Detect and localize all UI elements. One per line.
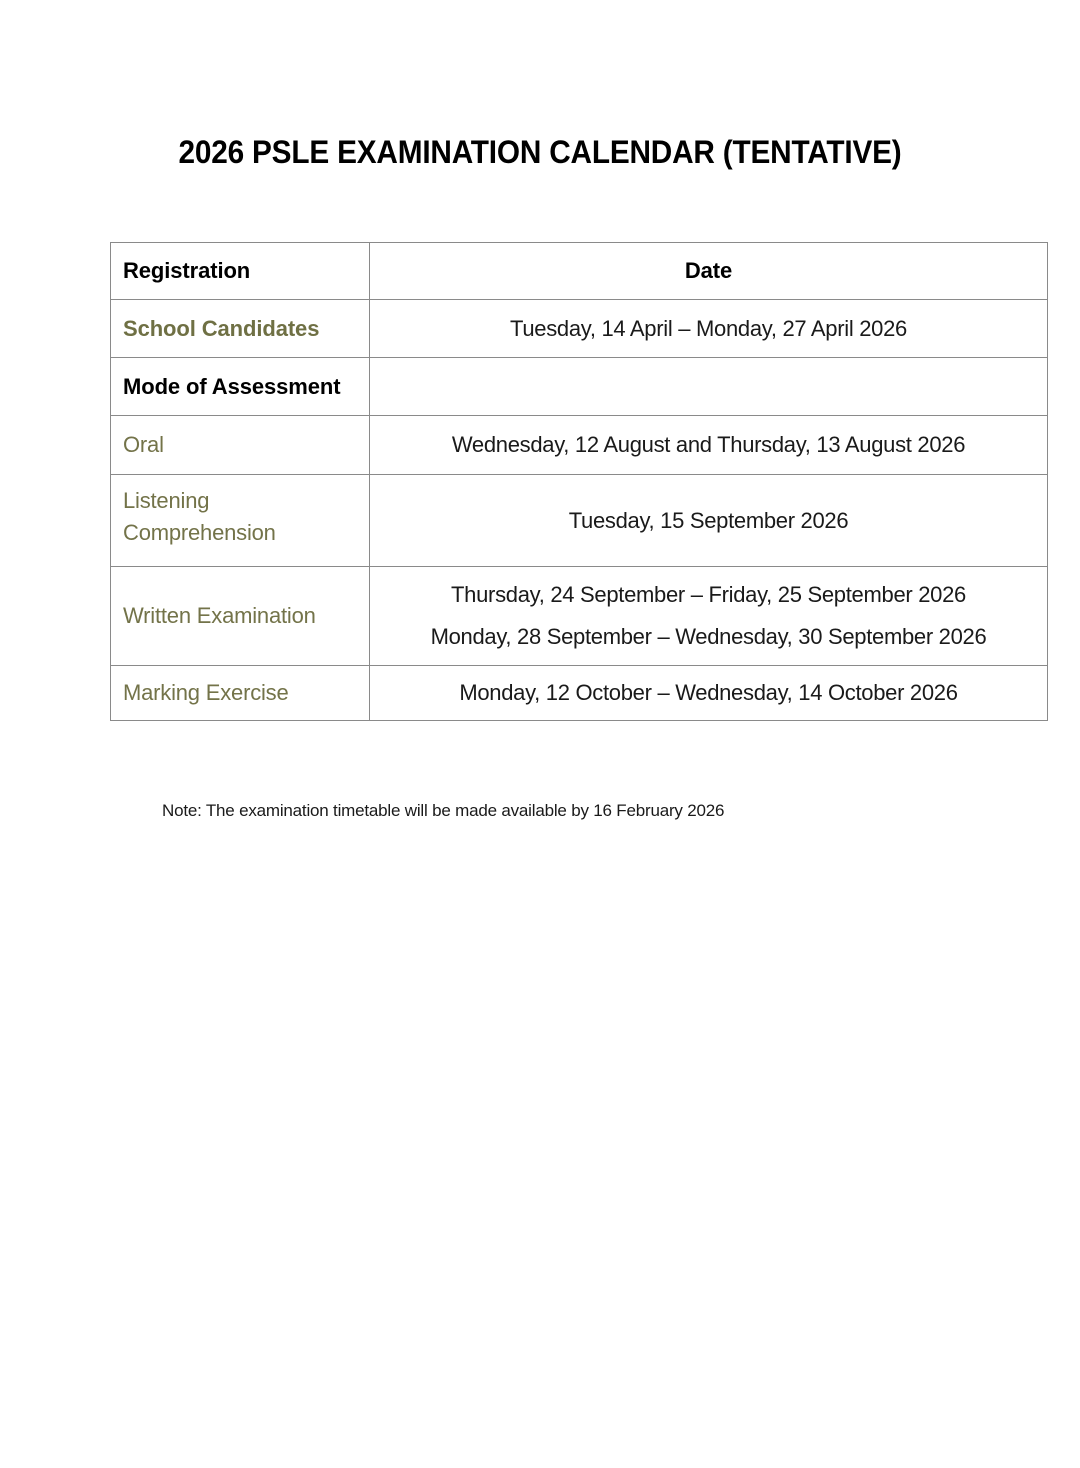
cell-school-candidates-label xyxy=(111,300,370,358)
row-label-oral: Oral xyxy=(123,432,164,457)
cell-listening-comprehension-label xyxy=(111,475,370,567)
row-date-written-examination-line1: Thursday, 24 September – Friday, 25 September 2026 xyxy=(451,582,966,607)
row-label-listening-comprehension xyxy=(111,475,369,549)
table-row-mode-of-assessment xyxy=(111,358,1048,416)
row-label-school-candidates: School Candidates xyxy=(123,315,320,341)
row-label-written-examination: Written Examination xyxy=(123,603,316,628)
exam-calendar-table xyxy=(110,242,1048,721)
footnote-text: Note: The examination timetable will be made available by 16 February 2026 xyxy=(162,801,725,820)
cell-mode-of-assessment-date xyxy=(370,358,1048,416)
cell-marking-exercise-label xyxy=(111,666,370,721)
row-date-written-examination-line2: Monday, 28 September – Wednesday, 30 September 2026 xyxy=(430,624,987,649)
cell-written-examination-label xyxy=(111,567,370,666)
cell-registration-date xyxy=(370,243,1048,300)
cell-listening-comprehension-date xyxy=(370,475,1048,567)
cell-mode-of-assessment-label xyxy=(111,358,370,416)
cell-registration-label xyxy=(111,243,370,300)
table-row-written-examination xyxy=(111,567,1048,666)
cell-written-examination-date xyxy=(370,567,1048,666)
row-date-marking-exercise: Monday, 12 October – Wednesday, 14 October 2026 xyxy=(459,680,958,705)
cell-school-candidates-date xyxy=(370,300,1048,358)
table-row-registration-header xyxy=(111,243,1048,300)
page-title: 2026 PSLE EXAMINATION CALENDAR (TENTATIVE) xyxy=(178,134,902,171)
exam-calendar-table-wrapper xyxy=(110,242,1047,721)
table-row-listening-comprehension xyxy=(111,475,1048,567)
row-date-oral: Wednesday, 12 August and Thursday, 13 August 2026 xyxy=(451,432,966,457)
row-date-listening-comprehension: Tuesday, 15 September 2026 xyxy=(568,507,849,533)
row-label-marking-exercise: Marking Exercise xyxy=(123,680,289,705)
row-label-listening-comprehension-line2: Comprehension xyxy=(123,519,276,545)
table-row-marking-exercise xyxy=(111,666,1048,721)
row-label-listening-comprehension-line1: Listening xyxy=(123,488,210,513)
table-row-school-candidates xyxy=(111,300,1048,358)
table-row-oral xyxy=(111,416,1048,475)
row-date-written-examination xyxy=(370,582,1047,650)
cell-oral-date xyxy=(370,416,1048,475)
cell-marking-exercise-date xyxy=(370,666,1048,721)
cell-oral-label xyxy=(111,416,370,475)
column-header-registration: Registration xyxy=(123,258,251,283)
column-header-date: Date xyxy=(684,258,733,283)
row-label-mode-of-assessment: Mode of Assessment xyxy=(123,373,341,399)
row-date-school-candidates: Tuesday, 14 April – Monday, 27 April 2026 xyxy=(510,315,907,341)
